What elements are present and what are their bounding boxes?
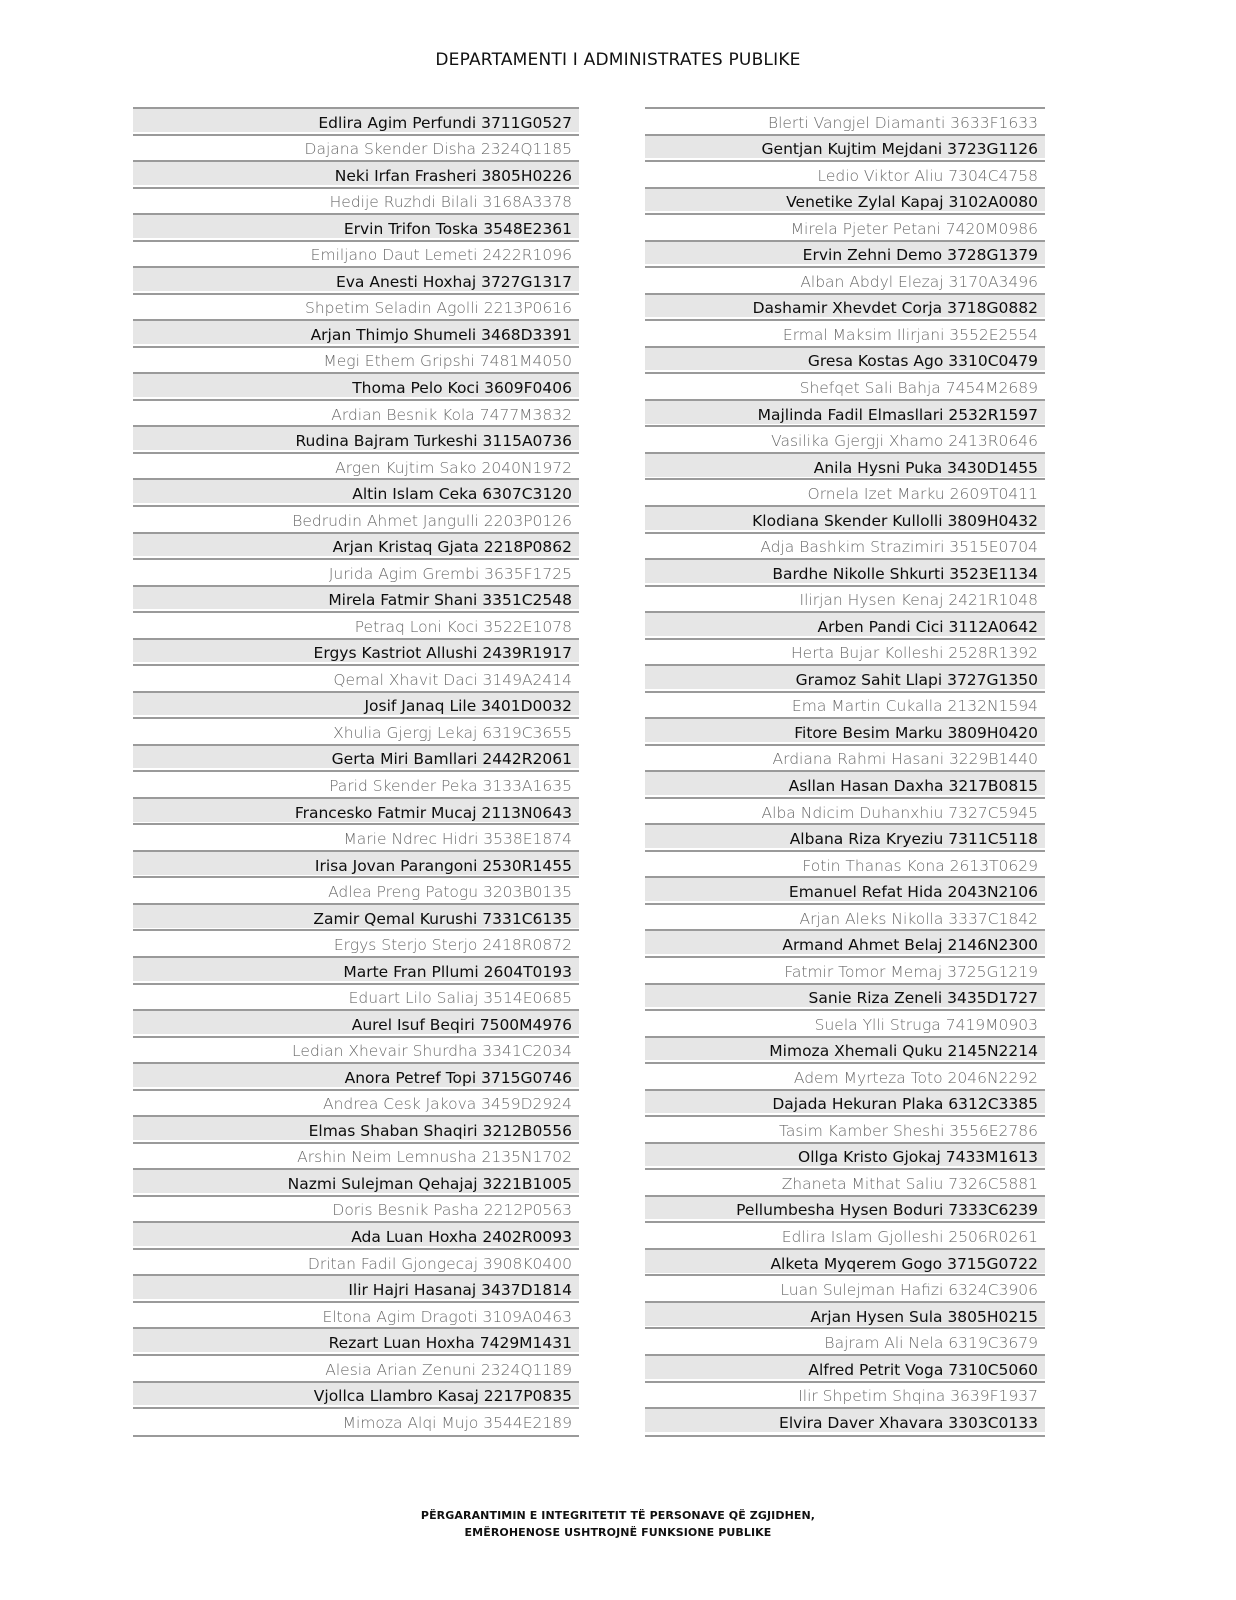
name-entry: Adem Myrteza Toto 2046N2292: [645, 1062, 1045, 1087]
name-entry: Ermal Maksim Ilirjani 3552E2554: [645, 319, 1045, 344]
name-entry: Andrea Cesk Jakova 3459D2924: [133, 1089, 579, 1114]
name-entry: Blerti Vangjel Diamanti 3633F1633: [645, 107, 1045, 132]
name-entry: Ollga Kristo Gjokaj 7433M1613: [645, 1142, 1045, 1167]
name-entry: Hedije Ruzhdi Bilali 3168A3378: [133, 187, 579, 212]
name-entry: Adlea Preng Patogu 3203B0135: [133, 876, 579, 901]
name-entry: Fotin Thanas Kona 2613T0629: [645, 850, 1045, 875]
name-entry: Arben Pandi Cici 3112A0642: [645, 611, 1045, 636]
name-entry: Fitore Besim Marku 3809H0420: [645, 717, 1045, 742]
name-entry: Majlinda Fadil Elmasllari 2532R1597: [645, 399, 1045, 424]
name-entry: Dajada Hekuran Plaka 6312C3385: [645, 1089, 1045, 1114]
name-entry: Suela Ylli Struga 7419M0903: [645, 1009, 1045, 1034]
name-entry: Emiljano Daut Lemeti 2422R1096: [133, 240, 579, 265]
name-entry: Alban Abdyl Elezaj 3170A3496: [645, 266, 1045, 291]
name-entry: Mirela Pjeter Petani 7420M0986: [645, 213, 1045, 238]
name-entry: Dashamir Xhevdet Corja 3718G0882: [645, 293, 1045, 318]
name-entry: Elvira Daver Xhavara 3303C0133: [645, 1407, 1045, 1432]
name-entry: Asllan Hasan Daxha 3217B0815: [645, 770, 1045, 795]
name-entry: Ilir Shpetim Shqina 3639F1937: [645, 1381, 1045, 1406]
name-entry: Petraq Loni Koci 3522E1078: [133, 611, 579, 636]
name-entry: Eltona Agim Dragoti 3109A0463: [133, 1301, 579, 1326]
name-entry: Nazmi Sulejman Qehajaj 3221B1005: [133, 1168, 579, 1193]
name-entry: Ledio Viktor Aliu 7304C4758: [645, 160, 1045, 185]
name-entry: Doris Besnik Pasha 2212P0563: [133, 1195, 579, 1220]
name-entry: Marte Fran Pllumi 2604T0193: [133, 956, 579, 981]
name-entry: Ardiana Rahmi Hasani 3229B1440: [645, 744, 1045, 769]
name-entry: Bardhe Nikolle Shkurti 3523E1134: [645, 558, 1045, 583]
name-entry: Bedrudin Ahmet Jangulli 2203P0126: [133, 505, 579, 530]
name-entry: Mimoza Xhemali Quku 2145N2214: [645, 1036, 1045, 1061]
name-entry: Vasilika Gjergji Xhamo 2413R0646: [645, 425, 1045, 450]
name-entry: Shpetim Seladin Agolli 2213P0616: [133, 293, 579, 318]
name-entry: Bajram Ali Nela 6319C3679: [645, 1327, 1045, 1352]
name-entry: Ervin Zehni Demo 3728G1379: [645, 240, 1045, 265]
name-entry: Ilirjan Hysen Kenaj 2421R1048: [645, 585, 1045, 610]
name-entry: Dritan Fadil Gjongecaj 3908K0400: [133, 1248, 579, 1273]
name-entry: Arjan Thimjo Shumeli 3468D3391: [133, 319, 579, 344]
name-entry: Eva Anesti Hoxhaj 3727G1317: [133, 266, 579, 291]
page-title: DEPARTAMENTI I ADMINISTRATES PUBLIKE: [435, 50, 801, 70]
right-column-bottom-rule: [645, 1435, 1045, 1437]
name-entry: Parid Skender Peka 3133A1635: [133, 770, 579, 795]
name-entry: Emanuel Refat Hida 2043N2106: [645, 876, 1045, 901]
left-column-bottom-rule: [133, 1435, 579, 1437]
name-entry: Anila Hysni Puka 3430D1455: [645, 452, 1045, 477]
name-entry: Ornela Izet Marku 2609T0411: [645, 478, 1045, 503]
name-entry: Ada Luan Hoxha 2402R0093: [133, 1221, 579, 1246]
name-entry: Gresa Kostas Ago 3310C0479: [645, 346, 1045, 371]
name-entry: Anora Petref Topi 3715G0746: [133, 1062, 579, 1087]
name-entry: Marie Ndrec Hidri 3538E1874: [133, 823, 579, 848]
name-entry: Rudina Bajram Turkeshi 3115A0736: [133, 425, 579, 450]
name-entry: Shefqet Sali Bahja 7454M2689: [645, 372, 1045, 397]
name-entry: Venetike Zylal Kapaj 3102A0080: [645, 187, 1045, 212]
name-entry: Vjollca Llambro Kasaj 2217P0835: [133, 1381, 579, 1406]
name-entry: Alfred Petrit Voga 7310C5060: [645, 1354, 1045, 1379]
name-entry: Zamir Qemal Kurushi 7331C6135: [133, 903, 579, 928]
name-entry: Klodiana Skender Kullolli 3809H0432: [645, 505, 1045, 530]
name-entry: Arjan Kristaq Gjata 2218P0862: [133, 532, 579, 557]
name-entry: Adja Bashkim Strazimiri 3515E0704: [645, 532, 1045, 557]
name-entry: Ervin Trifon Toska 3548E2361: [133, 213, 579, 238]
name-entry: Francesko Fatmir Mucaj 2113N0643: [133, 797, 579, 822]
name-entry: Altin Islam Ceka 6307C3120: [133, 478, 579, 503]
name-entry: Thoma Pelo Koci 3609F0406: [133, 372, 579, 397]
name-entry: Megi Ethem Gripshi 7481M4050: [133, 346, 579, 371]
name-entry: Irisa Jovan Parangoni 2530R1455: [133, 850, 579, 875]
name-entry: Dajana Skender Disha 2324Q1185: [133, 134, 579, 159]
name-entry: Qemal Xhavit Daci 3149A2414: [133, 664, 579, 689]
name-entry: Ergys Kastriot Allushi 2439R1917: [133, 638, 579, 663]
footer-line-2: EMËROHENOSE USHTROJNË FUNKSIONE PUBLIKE: [464, 1526, 772, 1539]
name-entry: Zhaneta Mithat Saliu 7326C5881: [645, 1168, 1045, 1193]
name-entry: Xhulia Gjergj Lekaj 6319C3655: [133, 717, 579, 742]
name-entry: Alesia Arian Zenuni 2324Q1189: [133, 1354, 579, 1379]
name-entry: Argen Kujtim Sako 2040N1972: [133, 452, 579, 477]
name-entry: Arjan Hysen Sula 3805H0215: [645, 1301, 1045, 1326]
name-entry: Ardian Besnik Kola 7477M3832: [133, 399, 579, 424]
name-entry: Mirela Fatmir Shani 3351C2548: [133, 585, 579, 610]
name-entry: Alba Ndicim Duhanxhiu 7327C5945: [645, 797, 1045, 822]
footer-line-1: PËRGARANTIMIN E INTEGRITETIT TË PERSONAVE QË ZGJIDHEN,: [420, 1509, 816, 1522]
name-entry: Gerta Miri Bamllari 2442R2061: [133, 744, 579, 769]
name-entry: Rezart Luan Hoxha 7429M1431: [133, 1327, 579, 1352]
name-entry: Ergys Sterjo Sterjo 2418R0872: [133, 929, 579, 954]
name-entry: Ema Martin Cukalla 2132N1594: [645, 691, 1045, 716]
name-entry: Edlira Agim Perfundi 3711G0527: [133, 107, 579, 132]
name-entry: Arshin Neim Lemnusha 2135N1702: [133, 1142, 579, 1167]
name-entry: Elmas Shaban Shaqiri 3212B0556: [133, 1115, 579, 1140]
name-entry: Alketa Myqerem Gogo 3715G0722: [645, 1248, 1045, 1273]
name-entry: Mimoza Alqi Mujo 3544E2189: [133, 1407, 579, 1432]
name-entry: Edlira Islam Gjolleshi 2506R0261: [645, 1221, 1045, 1246]
right-name-column: [645, 107, 1045, 1434]
name-entry: Tasim Kamber Sheshi 3556E2786: [645, 1115, 1045, 1140]
name-entry: Albana Riza Kryeziu 7311C5118: [645, 823, 1045, 848]
name-entry: Eduart Lilo Saliaj 3514E0685: [133, 983, 579, 1008]
name-entry: Ledian Xhevair Shurdha 3341C2034: [133, 1036, 579, 1061]
name-entry: Josif Janaq Lile 3401D0032: [133, 691, 579, 716]
name-entry: Aurel Isuf Beqiri 7500M4976: [133, 1009, 579, 1034]
name-entry: Sanie Riza Zeneli 3435D1727: [645, 983, 1045, 1008]
name-entry: Herta Bujar Kolleshi 2528R1392: [645, 638, 1045, 663]
left-name-column: [133, 107, 579, 1434]
name-entry: Jurida Agim Grembi 3635F1725: [133, 558, 579, 583]
footer: [0, 1507, 1236, 1541]
name-entry: Luan Sulejman Hafizi 6324C3906: [645, 1274, 1045, 1299]
name-entry: Fatmir Tomor Memaj 3725G1219: [645, 956, 1045, 981]
name-entry: Neki Irfan Frasheri 3805H0226: [133, 160, 579, 185]
name-entry: Armand Ahmet Belaj 2146N2300: [645, 929, 1045, 954]
name-entry: Gentjan Kujtim Mejdani 3723G1126: [645, 134, 1045, 159]
name-entry: Ilir Hajri Hasanaj 3437D1814: [133, 1274, 579, 1299]
name-entry: Gramoz Sahit Llapi 3727G1350: [645, 664, 1045, 689]
name-entry: Pellumbesha Hysen Boduri 7333C6239: [645, 1195, 1045, 1220]
name-entry: Arjan Aleks Nikolla 3337C1842: [645, 903, 1045, 928]
